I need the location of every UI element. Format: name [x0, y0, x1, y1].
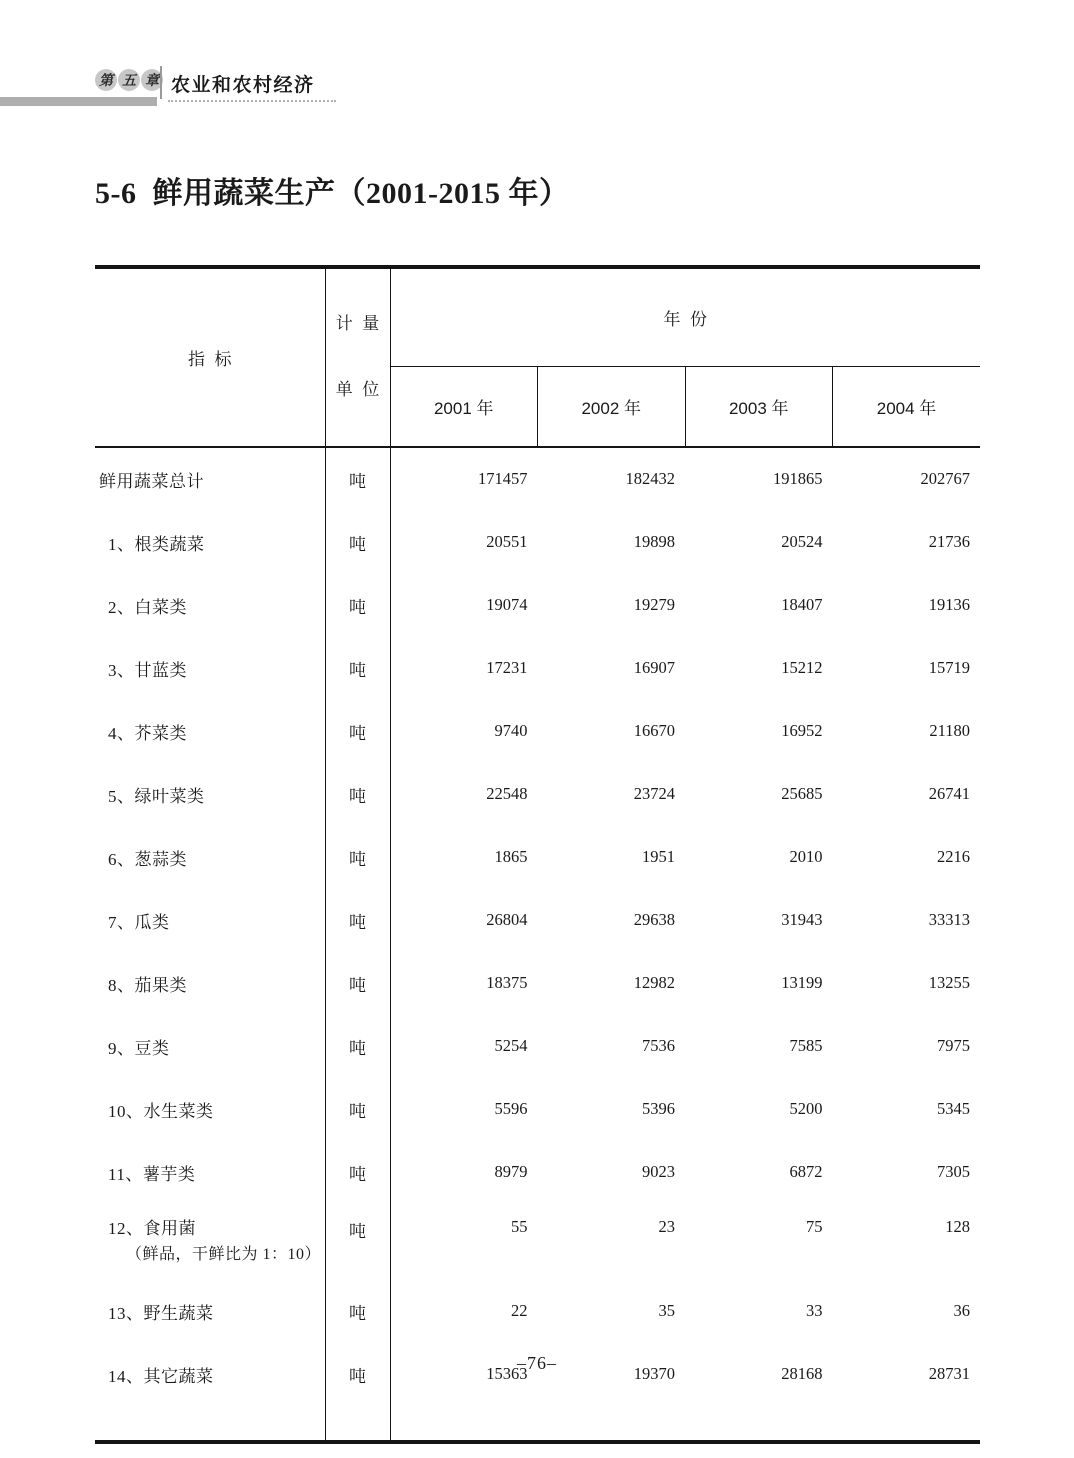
value-cell-2002: 5396: [642, 1099, 675, 1119]
unit-cell: 吨: [325, 1141, 390, 1204]
indicator-cell: 3、甘蓝类: [108, 660, 187, 680]
col-header-year-2003: 2003 年: [685, 366, 833, 447]
unit-cell: 吨: [325, 447, 390, 511]
value-cell-2004: 21736: [928, 532, 971, 552]
value-cell-2004: 7975: [937, 1036, 971, 1056]
value-cell-2002: 7536: [642, 1036, 675, 1056]
value-cell-2003: 2010: [789, 847, 823, 867]
value-cell-2003: 7585: [789, 1036, 823, 1056]
indicator-note: （鲜品，干鲜比为 1：10）: [126, 1245, 322, 1263]
value-cell-2003: 16952: [781, 721, 823, 741]
value-cell-2002: 182432: [625, 469, 675, 489]
value-cell-2002: 16670: [633, 721, 675, 741]
table-row: [95, 574, 980, 637]
value-cell-2002: 9023: [642, 1162, 675, 1182]
chapter-title-dotted-underline: [168, 88, 336, 102]
table-row: [95, 1078, 980, 1141]
value-cell-2004: 26741: [928, 784, 971, 804]
unit-cell: 吨: [325, 952, 390, 1015]
page-title: 5-6 鲜用蔬菜生产（2001-2015 年）: [95, 177, 570, 210]
value-cell-2001: 19074: [486, 595, 528, 615]
value-cell-2003: 191865: [773, 469, 823, 489]
unit-cell: 吨: [325, 1015, 390, 1078]
table-row: [95, 1141, 980, 1204]
indicator-cell: 5、绿叶菜类: [108, 786, 205, 806]
unit-cell: 吨: [325, 826, 390, 889]
spacer-row: [95, 1406, 980, 1442]
indicator-cell: 7、瓜类: [108, 912, 170, 932]
table-row-total: [95, 447, 980, 511]
spacer-cell: [390, 1406, 538, 1442]
indicator-cell: 11、薯芋类: [108, 1164, 196, 1184]
value-cell-2004: 202767: [920, 469, 971, 489]
value-cell-2001: 17231: [486, 658, 528, 678]
value-cell-2003: 25685: [781, 784, 823, 804]
indicator-cell: 9、豆类: [108, 1038, 170, 1058]
col-header-indicator: 指 标: [95, 267, 325, 447]
value-cell-2001: 55: [511, 1216, 528, 1236]
value-cell-2001: 9740: [494, 721, 528, 741]
col-header-unit-line1: 计 量: [335, 314, 380, 334]
value-cell-2004: 5345: [937, 1099, 971, 1119]
value-cell-2001: 8979: [494, 1162, 528, 1182]
value-cell-2003: 13199: [781, 973, 823, 993]
value-cell-2002: 16907: [633, 658, 675, 678]
spacer-cell: [325, 1406, 390, 1442]
value-cell-2004: 21180: [929, 721, 971, 741]
unit-cell: 吨: [325, 574, 390, 637]
value-cell-2001: 171457: [478, 469, 528, 489]
col-header-year-2001: 2001 年: [390, 366, 538, 447]
value-cell-2002: 1951: [642, 847, 675, 867]
col-header-unit-line2: 单 位: [335, 380, 380, 400]
value-cell-2002: 12982: [633, 973, 675, 993]
indicator-cell: 8、茄果类: [108, 975, 187, 995]
value-cell-2004: 28731: [928, 1364, 971, 1384]
value-cell-2002: 23724: [633, 784, 675, 804]
unit-cell: 吨: [325, 637, 390, 700]
spacer-cell: [833, 1406, 981, 1442]
value-cell-2001: 5254: [494, 1036, 528, 1056]
chapter-title: 农业和农村经济: [171, 75, 315, 96]
value-cell-2002: 19279: [633, 595, 675, 615]
value-cell-2004: 33313: [928, 910, 971, 930]
value-cell-2004: 36: [953, 1301, 971, 1321]
spacer-cell: [538, 1406, 686, 1442]
table-row: [95, 826, 980, 889]
chapter-badge: [95, 69, 163, 91]
value-cell-2001: 20551: [486, 532, 528, 552]
unit-cell: 吨: [325, 511, 390, 574]
value-cell-2004: 15719: [928, 658, 971, 678]
indicator-cell: 鲜用蔬菜总计: [99, 471, 204, 491]
header-row-group: [95, 267, 980, 366]
value-cell-2004: 13255: [928, 973, 971, 993]
table-row: [95, 952, 980, 1015]
value-cell-2003: 5200: [789, 1099, 823, 1119]
indicator-cell: 2、白菜类: [108, 597, 187, 617]
table-row-mushroom: [95, 1204, 980, 1280]
value-cell-2004: 2216: [937, 847, 971, 867]
col-header-unit: [325, 267, 390, 447]
indicator-label: 12、食用菌: [108, 1219, 196, 1239]
value-cell-2001: 26804: [486, 910, 528, 930]
value-cell-2002: 19898: [633, 532, 675, 552]
indicator-cell: 13、野生蔬菜: [108, 1303, 214, 1323]
badge-char-circle: 章: [141, 69, 163, 91]
unit-cell: 吨: [325, 1078, 390, 1141]
value-cell-2003: 28168: [781, 1364, 823, 1384]
value-cell-2003: 31943: [781, 910, 823, 930]
value-cell-2002: 29638: [633, 910, 675, 930]
col-header-year-2004: 2004 年: [833, 366, 981, 447]
table-header: [95, 267, 980, 447]
indicator-cell: 6、葱蒜类: [108, 849, 187, 869]
value-cell-2001: 1865: [494, 847, 528, 867]
badge-char-circle: 第: [95, 69, 117, 91]
indicator-cell: 4、芥菜类: [108, 723, 187, 743]
value-cell-2001: 5596: [494, 1099, 528, 1119]
col-header-year-2002: 2002 年: [538, 366, 686, 447]
chapter-strip-bar: [0, 97, 157, 106]
unit-cell: 吨: [325, 889, 390, 952]
table-row: [95, 637, 980, 700]
value-cell-2003: 33: [806, 1301, 823, 1321]
value-cell-2003: 15212: [781, 658, 823, 678]
value-cell-2001: 18375: [486, 973, 528, 993]
value-cell-2003: 18407: [781, 595, 823, 615]
indicator-cell: 10、水生菜类: [108, 1101, 214, 1121]
table-row: [95, 889, 980, 952]
unit-cell: 吨: [325, 700, 390, 763]
value-cell-2004: 7305: [937, 1162, 971, 1182]
value-cell-2001: 15363: [486, 1364, 528, 1384]
indicator-cell: 14、其它蔬菜: [108, 1366, 214, 1386]
value-cell-2004: 128: [945, 1216, 971, 1236]
value-cell-2001: 22: [511, 1301, 528, 1321]
spacer-cell: [685, 1406, 833, 1442]
value-cell-2002: 35: [658, 1301, 675, 1321]
table-row: [95, 1015, 980, 1078]
table-body: [95, 447, 980, 1442]
production-table: [95, 265, 980, 1444]
spacer-cell: [95, 1406, 325, 1442]
page-number: –76–: [517, 1353, 557, 1373]
value-cell-2003: 20524: [781, 532, 823, 552]
unit-cell: 吨: [325, 1280, 390, 1343]
value-cell-2002: 23: [658, 1216, 675, 1236]
chapter-divider-line: [160, 66, 162, 99]
table-row: [95, 511, 980, 574]
unit-cell: 吨: [325, 763, 390, 826]
unit-cell: 吨: [325, 1204, 390, 1280]
col-header-year-group: 年 份: [390, 267, 980, 366]
table-row: [95, 1280, 980, 1343]
value-cell-2001: 22548: [486, 784, 528, 804]
table-row: [95, 700, 980, 763]
indicator-cell: [95, 1204, 325, 1280]
badge-char-circle: 五: [118, 69, 140, 91]
indicator-cell: 1、根类蔬菜: [108, 534, 205, 554]
unit-cell: 吨: [325, 1343, 390, 1406]
table-row: [95, 763, 980, 826]
value-cell-2002: 19370: [633, 1364, 675, 1384]
value-cell-2003: 6872: [789, 1162, 823, 1182]
value-cell-2004: 19136: [928, 595, 971, 615]
value-cell-2003: 75: [806, 1216, 823, 1236]
